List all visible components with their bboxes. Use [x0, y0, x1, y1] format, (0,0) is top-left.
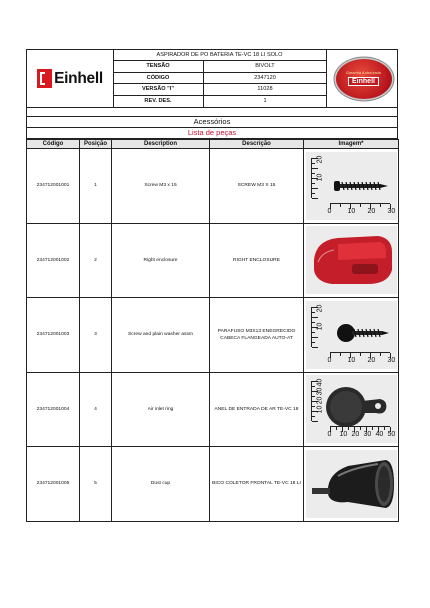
horizontal-ruler: [330, 203, 390, 206]
washer-screw-image: [306, 301, 397, 369]
ruler-label: 50: [387, 431, 396, 439]
part-image-cell: [304, 223, 399, 298]
part-image-cell: [304, 149, 399, 224]
ruler-label: 0: [327, 431, 332, 439]
ruler-label: 30: [363, 431, 372, 439]
column-header: Descrição: [210, 140, 304, 149]
product-title: ASPIRADOR DE PO BATERIA TE-VC 18 LI SOLO: [156, 52, 283, 58]
part-code: 234712001003: [27, 298, 80, 373]
air-ring-image: [306, 375, 397, 443]
part-description: Screw M3 x 15: [112, 149, 210, 224]
ruler-label: 10: [347, 207, 356, 215]
field-label: REV. DES.: [113, 96, 204, 107]
field-value: BIVOLT: [255, 63, 275, 70]
parts-sheet: [26, 49, 398, 522]
part-descricao: ANEL DE ENTRADA DE AR TE-VC 18: [210, 372, 304, 447]
part-description: Screw and plain washer assm: [112, 298, 210, 373]
ruler-label: 0: [327, 207, 332, 215]
enclosure-image: [306, 226, 397, 294]
column-header: Description: [112, 140, 210, 149]
table-row: [27, 298, 399, 373]
ruler-label: 20: [315, 396, 323, 405]
part-descricao: BICO COLETOR FRONTAL TE-VC 18 LI: [210, 447, 304, 522]
ruler-label: 20: [367, 207, 376, 215]
table-header-row: [27, 140, 399, 149]
brand-name: Einhell: [54, 69, 103, 87]
einhell-e-icon: [37, 69, 52, 88]
ruler-label: 40: [315, 378, 323, 387]
field-label: TENSÃO: [113, 61, 204, 71]
ruler-label: 40: [375, 431, 384, 439]
ruler-label: 30: [387, 207, 396, 215]
table-row: [27, 372, 399, 447]
part-code: 234712001002: [27, 223, 80, 298]
document-header: [26, 49, 398, 108]
part-code: 234712001001: [27, 149, 80, 224]
part-position: 4: [80, 372, 112, 447]
table-row: [27, 447, 399, 522]
warranty-seal-cell: [326, 50, 400, 107]
parts-table: [26, 139, 399, 522]
ruler-label: 20: [367, 356, 376, 364]
ruler-label: 10: [315, 173, 323, 182]
product-info: [113, 50, 326, 107]
part-descricao: PARAFUSO M3X13 ENEGRECIDO CABECA FLANGEADA AUTO-AT: [210, 298, 304, 373]
vertical-ruler: [311, 158, 314, 198]
part-description: Right enclosure: [112, 223, 210, 298]
ruler-label: 10: [347, 356, 356, 364]
field-value: 1: [263, 97, 267, 104]
column-header: Posição: [80, 140, 112, 149]
ruler-label: 30: [315, 387, 323, 396]
ruler-label: 10: [339, 431, 348, 439]
horizontal-ruler: [330, 352, 390, 355]
ruler-label: 10: [315, 322, 323, 331]
ruler-label: 0: [327, 356, 332, 364]
brand-logo-cell: [27, 50, 114, 107]
section-title: Acessórios: [26, 116, 398, 127]
part-image-cell: [304, 298, 399, 373]
column-header: Código: [27, 140, 80, 149]
table-row: [27, 223, 399, 298]
ruler-label: 20: [351, 431, 360, 439]
dust-cup-image: [306, 450, 397, 518]
field-value: 2347120: [254, 74, 276, 81]
column-header: Imagem*: [304, 140, 399, 149]
part-description: Air inlet ring: [112, 372, 210, 447]
list-title: Lista de peças: [26, 127, 398, 139]
ruler-label: 20: [315, 304, 323, 313]
part-description: Dust cup: [112, 447, 210, 522]
part-image-cell: [304, 447, 399, 522]
part-position: 5: [80, 447, 112, 522]
part-position: 3: [80, 298, 112, 373]
part-position: 1: [80, 149, 112, 224]
field-value: 11028: [257, 86, 273, 93]
einhell-logo: [37, 69, 103, 88]
spacer: [26, 108, 398, 116]
table-row: [27, 149, 399, 224]
part-code: 234712001005: [27, 447, 80, 522]
part-code: 234712001004: [27, 372, 80, 447]
ruler-label: 20: [315, 155, 323, 164]
screw-image: [306, 152, 397, 220]
field-label: CÓDIGO: [113, 73, 204, 83]
field-label: VERSÃO "I": [113, 84, 204, 94]
part-position: 2: [80, 223, 112, 298]
horizontal-ruler: [330, 426, 390, 429]
part-descricao: SCREW M3 X 15: [210, 149, 304, 224]
part-descricao: RIGHT ENCLOSURE: [210, 223, 304, 298]
vertical-ruler: [311, 307, 314, 347]
ruler-label: 10: [315, 405, 323, 414]
part-image-cell: [304, 372, 399, 447]
ruler-label: 30: [387, 356, 396, 364]
vertical-ruler: [311, 381, 314, 421]
warranty-seal-icon: Garantia Autorizada Einhell: [336, 59, 392, 99]
